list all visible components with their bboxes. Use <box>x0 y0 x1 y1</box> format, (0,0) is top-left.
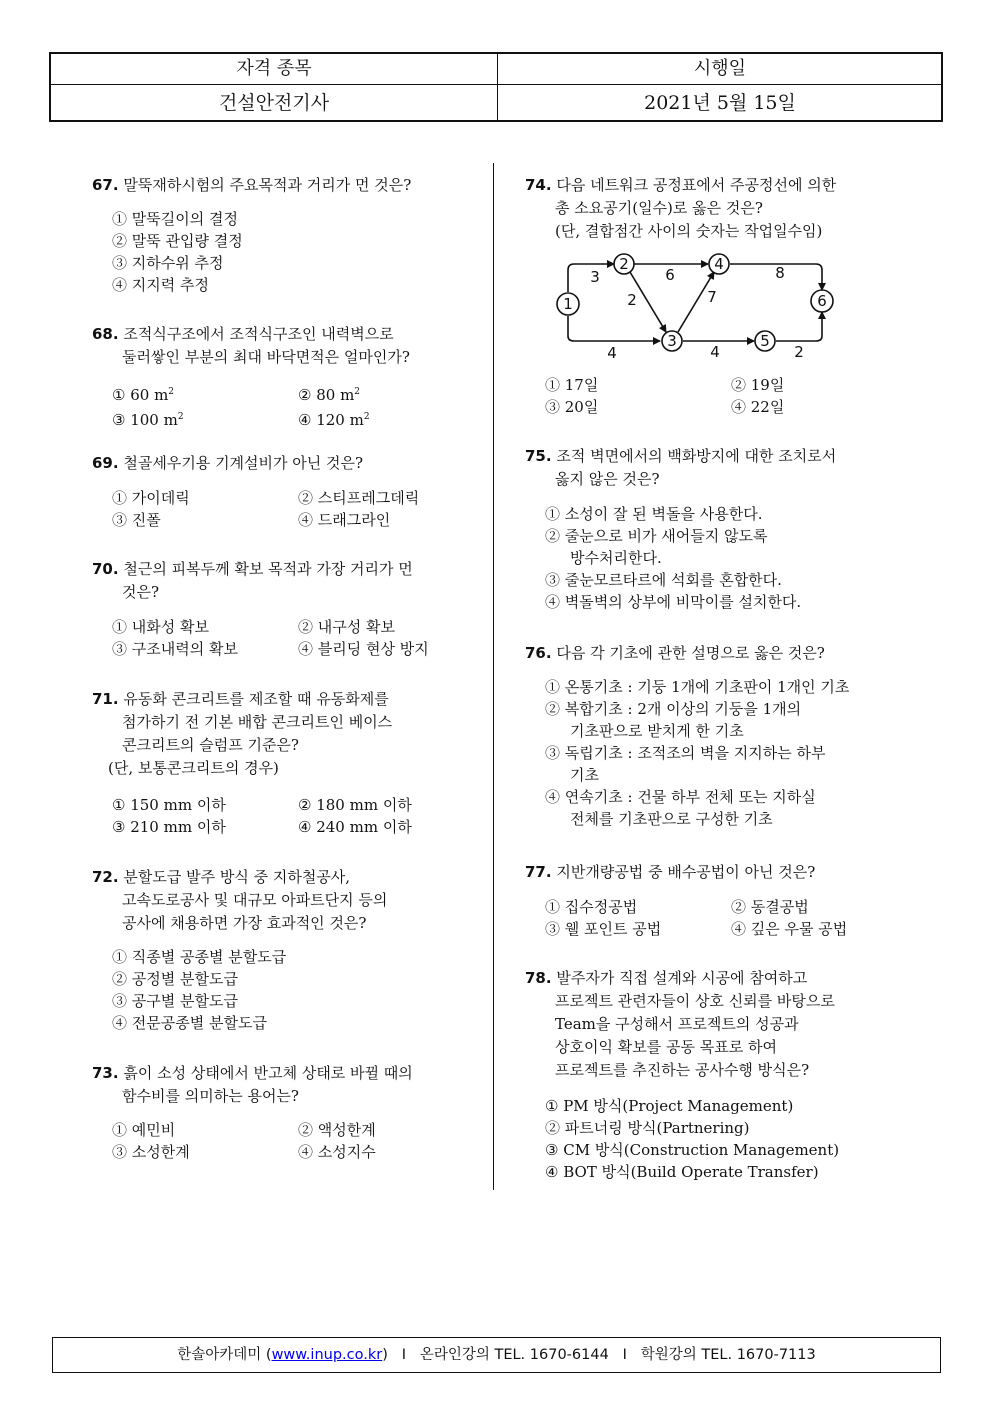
question-text: (단, 결합점간 사이의 숫자는 작업일수임) <box>555 222 823 240</box>
network-diagram <box>540 248 840 364</box>
option[interactable]: ③ 진폴 <box>112 511 161 529</box>
question-77 <box>525 861 815 884</box>
option[interactable]: ③ 구조내력의 확보 <box>112 640 238 658</box>
options-77 <box>545 896 847 940</box>
option[interactable]: ① 150 mm 이하 <box>112 796 226 814</box>
options-73 <box>112 1119 376 1163</box>
node-label: 3 <box>667 332 677 350</box>
edge-label: 3 <box>590 268 600 286</box>
question-73 <box>92 1062 413 1108</box>
option[interactable]: ③ 독립기초 : 조적조의 벽을 지지하는 하부 <box>545 744 826 762</box>
option[interactable]: ② 파트너링 방식(Partnering) <box>545 1119 750 1137</box>
question-number: 67. <box>92 176 119 194</box>
option[interactable]: ③ 210 mm 이하 <box>112 818 226 836</box>
footer-contact-bar <box>52 1337 941 1373</box>
option[interactable]: ④ 드래그라인 <box>298 511 391 529</box>
options-67 <box>112 208 243 296</box>
option[interactable]: ④ 깊은 우물 공법 <box>731 920 848 938</box>
question-text: 총 소요공기(일수)로 옳은 것은? <box>555 199 763 217</box>
question-text: 상호이익 확보를 공동 목표로 하여 <box>555 1038 777 1056</box>
question-text: 옳지 않은 것은? <box>555 470 660 488</box>
header-category-value: 건설안전기사 <box>218 92 330 114</box>
node-label: 1 <box>563 295 573 313</box>
exam-header-table <box>49 52 943 122</box>
question-number: 69. <box>92 454 119 472</box>
options-72 <box>112 946 286 1034</box>
question-70 <box>92 558 413 604</box>
question-text: 것은? <box>122 583 160 601</box>
edge-label: 7 <box>707 288 717 306</box>
option-continued: 기초 <box>570 766 599 784</box>
question-number: 73. <box>92 1064 119 1082</box>
footer-online-tel: 온라인강의 TEL. 1670-6144 <box>419 1347 609 1363</box>
option[interactable]: ② 액성한계 <box>298 1121 376 1139</box>
options-70 <box>112 616 429 660</box>
question-text: 다음 각 기초에 관한 설명으로 옳은 것은? <box>556 644 825 662</box>
header-divider <box>51 84 941 85</box>
question-67 <box>92 174 411 197</box>
question-69 <box>92 452 363 475</box>
option[interactable]: ② 80 $m^2$ <box>298 386 361 404</box>
option-continued: 기초판으로 받치게 한 기초 <box>570 722 744 740</box>
question-75 <box>525 445 836 491</box>
edge-label: 4 <box>710 343 720 361</box>
question-68 <box>92 323 410 369</box>
node-label: 5 <box>760 332 770 350</box>
options-75 <box>545 503 801 613</box>
option[interactable]: ② 180 mm 이하 <box>298 796 412 814</box>
edge-5-6 <box>776 312 822 341</box>
question-text: Team을 구성해서 프로젝트의 성공과 <box>555 1015 799 1033</box>
option[interactable]: ③ 웰 포인트 공법 <box>545 920 662 938</box>
option[interactable]: ② 내구성 확보 <box>298 618 395 636</box>
question-72 <box>92 866 387 935</box>
options-68 <box>112 381 370 431</box>
question-text: 함수비를 의미하는 용어는? <box>122 1087 299 1105</box>
question-76 <box>525 642 825 665</box>
edge-label: 8 <box>775 264 785 282</box>
question-text: 조적 벽면에서의 백화방지에 대한 조치로서 <box>556 447 837 465</box>
node-label: 4 <box>714 255 724 273</box>
options-74 <box>545 374 784 418</box>
option[interactable]: ① 가이데릭 <box>112 489 190 507</box>
question-text: 둘러쌓인 부분의 최대 바닥면적은 얼마인가? <box>122 348 410 366</box>
option[interactable]: ③ 줄눈모르타르에 석회를 혼합한다. <box>545 571 782 589</box>
footer-separator: I <box>622 1347 627 1363</box>
header-category-label: 자격 종목 <box>236 58 312 79</box>
question-text: 첨가하기 전 기본 배합 콘크리트인 베이스 <box>122 713 393 731</box>
option[interactable]: ④ 연속기초 : 건물 하부 전체 또는 지하실 <box>545 788 816 806</box>
option[interactable]: ④ 벽돌벽의 상부에 비막이를 설치한다. <box>545 593 802 611</box>
footer-academy: 한솔아카데미 ( <box>177 1347 272 1363</box>
question-text: 흙이 소성 상태에서 반고체 상태로 바뀔 때의 <box>123 1064 413 1082</box>
option[interactable]: ③ 100 $m^2$ <box>112 411 184 429</box>
question-number: 70. <box>92 560 119 578</box>
question-number: 77. <box>525 863 552 881</box>
question-text: 프로젝트를 추진하는 공사수행 방식은? <box>555 1061 810 1079</box>
options-76 <box>545 676 849 830</box>
options-69 <box>112 487 419 531</box>
question-text: 말뚝재하시험의 주요목적과 거리가 먼 것은? <box>123 176 412 194</box>
option[interactable]: ① PM 방식(Project Management) <box>545 1097 794 1115</box>
question-number: 71. <box>92 690 119 708</box>
option[interactable]: ① 예민비 <box>112 1121 176 1139</box>
options-78 <box>545 1095 839 1183</box>
options-71 <box>112 794 412 838</box>
option[interactable]: ② 복합기초 : 2개 이상의 기둥을 1개의 <box>545 700 802 718</box>
option[interactable]: ① 직종별 공종별 분할도급 <box>112 948 287 966</box>
option[interactable]: ① 말뚝길이의 결정 <box>112 210 238 228</box>
question-text: 조적식구조에서 조적식구조인 내력벽으로 <box>123 325 394 343</box>
option[interactable]: ③ 공구별 분할도급 <box>112 992 238 1010</box>
option[interactable]: ④ BOT 방식(Build Operate Transfer) <box>545 1163 819 1181</box>
option[interactable]: ② 스티프레그데릭 <box>298 489 420 507</box>
column-divider <box>493 163 494 1190</box>
question-text: 분할도급 발주 방식 중 지하철공사, <box>123 868 351 886</box>
option[interactable]: ① 17일 <box>545 376 599 394</box>
edge-label: 4 <box>607 344 617 362</box>
edge-label: 2 <box>794 343 804 361</box>
option[interactable]: ② 동결공법 <box>731 898 809 916</box>
option[interactable]: ④ 전문공종별 분할도급 <box>112 1014 267 1032</box>
question-text: 발주자가 직접 설계와 시공에 참여하고 <box>556 969 808 987</box>
option[interactable]: ① 온통기초 : 기둥 1개에 기초판이 1개인 기초 <box>545 678 850 696</box>
question-text: 콘크리트의 슬럼프 기준은? <box>122 736 299 754</box>
option[interactable]: ③ 20일 <box>545 398 599 416</box>
edge-label: 2 <box>627 291 637 309</box>
option[interactable]: ② 줄눈으로 비가 새어들지 않도록 <box>545 527 768 545</box>
question-text: 유동화 콘크리트를 제조할 때 유동화제를 <box>123 690 389 708</box>
question-text: (단, 보통콘크리트의 경우) <box>108 759 279 777</box>
option-continued: 전체를 기초판으로 구성한 기초 <box>570 810 773 828</box>
question-text: 프로젝트 관련자들이 상호 신뢰를 바탕으로 <box>555 992 835 1010</box>
option[interactable]: ② 19일 <box>731 376 785 394</box>
node-label: 2 <box>619 255 629 273</box>
question-71 <box>92 688 392 780</box>
question-number: 74. <box>525 176 552 194</box>
question-number: 78. <box>525 969 552 987</box>
question-text: 철근의 피복두께 확보 목적과 가장 거리가 먼 <box>123 560 413 578</box>
option[interactable]: ③ 소성한계 <box>112 1143 190 1161</box>
option[interactable]: ① 내화성 확보 <box>112 618 209 636</box>
footer-paren: ) <box>382 1347 388 1363</box>
question-number: 68. <box>92 325 119 343</box>
node-label: 6 <box>817 292 827 310</box>
question-text: 지반개량공법 중 배수공법이 아닌 것은? <box>556 863 816 881</box>
question-text: 다음 네트워크 공정표에서 주공정선에 의한 <box>556 176 837 194</box>
header-date-label: 시행일 <box>693 58 747 79</box>
question-text: 철골세우기용 기계설비가 아닌 것은? <box>123 454 364 472</box>
header-date-value: 2021년 5월 15일 <box>644 92 796 114</box>
option[interactable]: ④ 120 $m^2$ <box>298 411 370 429</box>
option[interactable]: ④ 지지력 추정 <box>112 276 209 294</box>
question-number: 75. <box>525 447 552 465</box>
question-74 <box>525 174 836 243</box>
option-continued: 방수처리한다. <box>570 549 662 567</box>
footer-separator: I <box>401 1347 406 1363</box>
option[interactable]: ② 말뚝 관입량 결정 <box>112 232 243 250</box>
option[interactable]: ③ 지하수위 추정 <box>112 254 224 272</box>
option[interactable]: ④ 소성지수 <box>298 1143 376 1161</box>
option[interactable]: ① 소성이 잘 된 벽돌을 사용한다. <box>545 505 763 523</box>
footer-website-link[interactable]: www.inup.co.kr <box>271 1347 383 1363</box>
question-text: 공사에 채용하면 가장 효과적인 것은? <box>122 914 367 932</box>
footer-offline-tel: 학원강의 TEL. 1670-7113 <box>640 1347 816 1363</box>
question-text: 고속도로공사 및 대규모 아파트단지 등의 <box>122 891 388 909</box>
question-number: 76. <box>525 644 552 662</box>
question-78 <box>525 967 835 1082</box>
option[interactable]: ④ 240 mm 이하 <box>298 818 412 836</box>
option[interactable]: ① 60 $m^2$ <box>112 386 175 404</box>
edge-label: 6 <box>665 266 675 284</box>
option[interactable]: ③ CM 방식(Construction Management) <box>545 1141 840 1159</box>
option[interactable]: ④ 22일 <box>731 398 785 416</box>
edge-1-3 <box>568 316 660 341</box>
option[interactable]: ① 집수정공법 <box>545 898 638 916</box>
option[interactable]: ② 공정별 분할도급 <box>112 970 238 988</box>
question-number: 72. <box>92 868 119 886</box>
option[interactable]: ④ 블리딩 현상 방지 <box>298 640 429 658</box>
